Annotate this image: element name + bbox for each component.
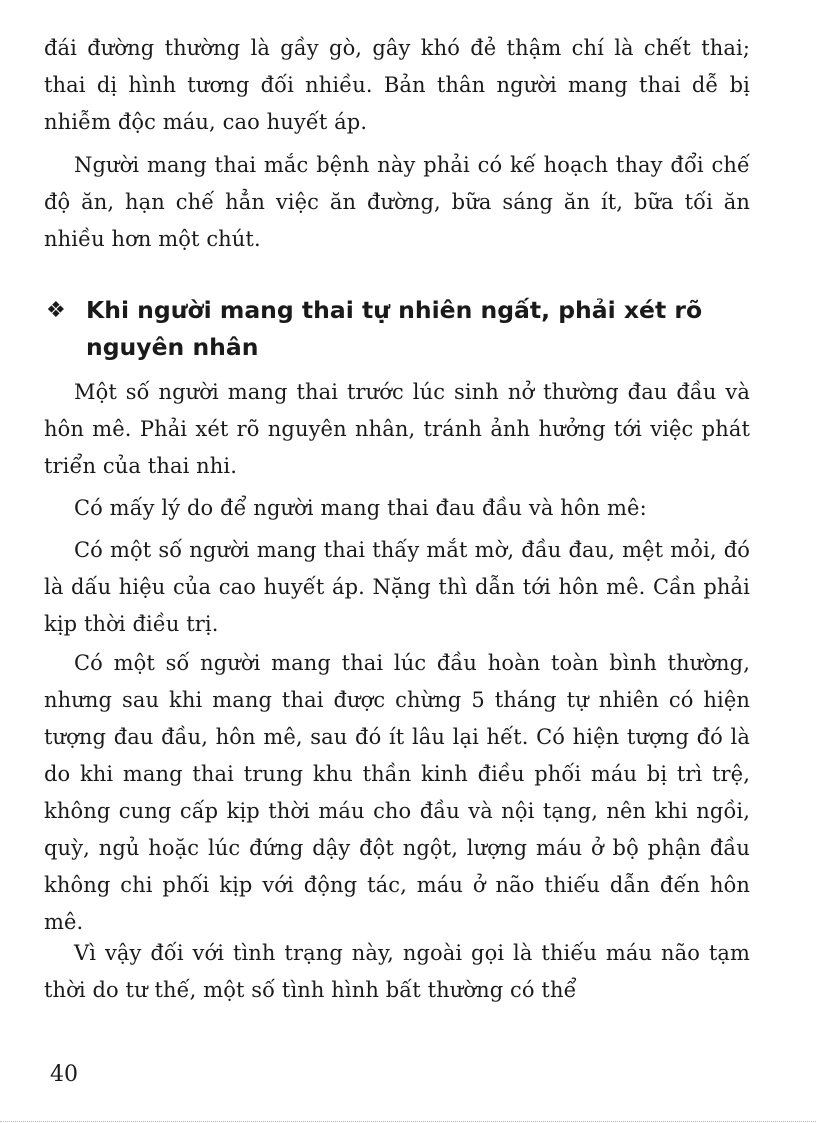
paragraph-posture-anemia: Có một số người mang thai lúc đầu hoàn toàn bình thường, nhưng sau khi mang thai được chừng 5 tháng tự nhiên có hiện tượng đau đầu, hôn mê, sau đó ít lâu lại hết. Có hiện tượng đó là do khi mang thai trung khu thần kinh điều phối máu bị trì trệ, không cung cấp kịp thời máu cho đầu và nội tạng, nên khi ngồi, quỳ, ngủ hoặc lúc đứng dậy đột ngột, lượng máu ở bộ phận đầu không chi phối kịp với động tác, máu ở não thiếu dẫn đến hôn mê. (44, 651, 750, 934)
section-heading-text: Khi người mang thai tự nhiên ngất, phải xét rõ nguyên nhân (86, 296, 703, 361)
bottom-divider (0, 1121, 816, 1122)
section-heading (44, 292, 754, 366)
page-number: 40 (50, 1062, 78, 1087)
paragraph-reasons: Có mấy lý do để người mang thai đau đầu và hôn mê: (74, 496, 647, 520)
paragraph-diet-advice: Người mang thai mắc bệnh này phải có kế hoạch thay đổi chế độ ăn, hạn chế hẳn việc ăn đường, bữa sáng ăn ít, bữa tối ăn nhiều hơn một chút. (44, 153, 750, 251)
paragraph-high-blood-pressure: Có một số người mang thai thấy mắt mờ, đầu đau, mệt mỏi, đó là dấu hiệu của cao huyết áp. Nặng thì dẫn tới hôn mê. Cần phải kịp thời điều trị. (44, 538, 750, 636)
paragraph-intro: Một số người mang thai trước lúc sinh nở thường đau đầu và hôn mê. Phải xét rõ nguyên nhân, tránh ảnh hưởng tới việc phát triển của thai nhi. (44, 380, 750, 478)
diamond-bullet-icon: ❖ (46, 298, 66, 323)
paragraph-continued: đái đường thường là gầy gò, gây khó đẻ thậm chí là chết thai; thai dị hình tương đối nhiều. Bản thân người mang thai dễ bị nhiễm độc máu, cao huyết áp. (44, 36, 750, 134)
paragraph-conclusion: Vì vậy đối với tình trạng này, ngoài gọi là thiếu máu não tạm thời do tư thế, một số tình hình bất thường có thể (44, 941, 750, 1002)
